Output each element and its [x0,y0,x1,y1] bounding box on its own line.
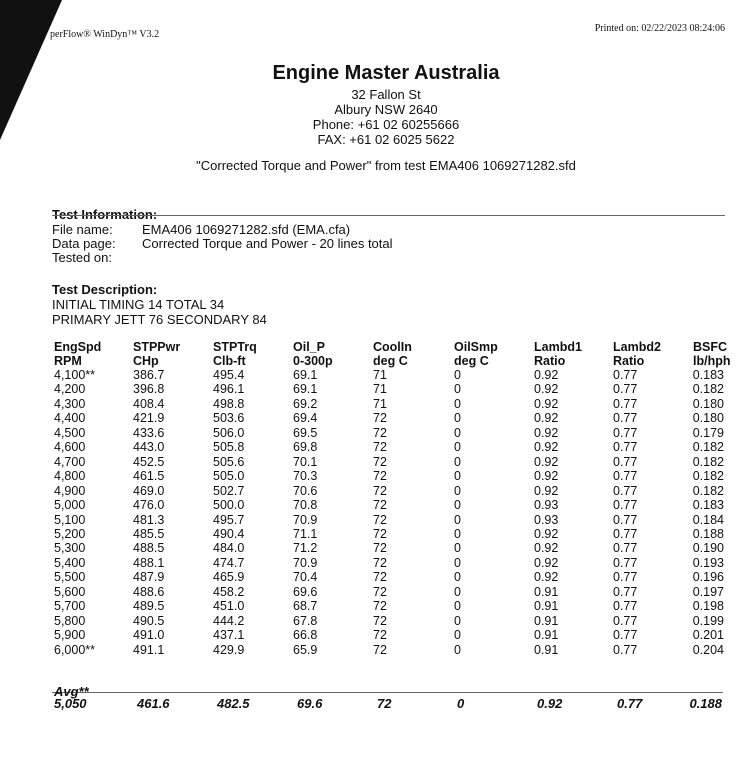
table-cell: 0.91 [534,642,559,657]
table-cell: 505.8 [213,440,245,455]
column-header [613,340,661,368]
table-cell: 0.193 [692,555,724,570]
column-header [454,340,498,368]
table-cell: 5,500 [54,570,86,585]
table-cell: 70.1 [293,454,318,469]
table-cell: 4,100** [54,368,96,382]
table-cell: 0.91 [534,613,559,628]
average-cell: 0 [457,696,465,711]
info-label: Data page: [52,236,116,251]
info-row-tested-on [52,251,142,265]
table-cell: 72 [373,584,387,599]
table-cell: 490.4 [213,526,245,541]
table-cell: 443.0 [133,440,165,455]
table-cell: 481.3 [133,512,165,527]
table-cell: 0.77 [613,526,638,541]
table-cell: 0.77 [613,483,638,498]
column-header-line2: Ratio [534,354,566,368]
table-cell: 0.77 [613,555,638,570]
table-cell: 0.180 [692,411,724,426]
table-cell: 5,700 [54,599,86,614]
table-cell: 451.0 [213,599,245,614]
table-cell: 0 [454,396,461,411]
table-cell: 69.8 [293,440,318,455]
table-cell: 489.5 [133,599,165,614]
table-cell: 0.91 [534,584,559,599]
table-cell: 72 [373,642,387,657]
table-cell: 0.92 [534,526,559,541]
column-header-line2: deg C [454,354,489,368]
table-cell: 71 [373,368,387,382]
table-cell: 70.8 [293,498,318,513]
column-header [693,340,731,368]
table-cell: 72 [373,454,387,469]
table-cell: 437.1 [213,628,245,643]
table-cell: 0.93 [534,498,559,513]
table-cell: 0.92 [534,454,559,469]
table-cell: 0.92 [534,469,559,484]
column-header-line1: STPTrq [213,340,257,354]
table-cell: 69.4 [293,411,318,426]
table-cell: 0.92 [534,541,559,556]
table-cell: 0.180 [692,396,724,411]
table-cell: 69.2 [293,396,318,411]
table-cell: 4,500 [54,425,86,440]
table-cell: 469.0 [133,483,165,498]
info-value: Corrected Torque and Power - 20 lines total [142,236,393,251]
table-cell: 498.8 [213,396,245,411]
test-description-heading: Test Description: [52,282,158,297]
table-cell: 0.204 [692,642,724,657]
report-title: "Corrected Torque and Power" from test EMA406 1069271282.sfd [196,158,576,173]
table-cell: 0.92 [534,440,559,455]
table-cell: 0 [454,555,461,570]
table-cell: 488.6 [133,584,165,599]
table-cell: 433.6 [133,425,165,440]
table-cell: 71 [373,396,387,411]
table-cell: 0 [454,584,461,599]
table-cell: 386.7 [133,368,165,382]
table-cell: 69.5 [293,425,318,440]
column-header-line1: Oil_P [293,340,325,354]
average-cell: 482.5 [217,696,250,711]
column-header-line2: deg C [373,354,408,368]
table-cell: 72 [373,411,387,426]
table-cell: 484.0 [213,541,245,556]
table-cell: 0.77 [613,454,638,469]
table-cell: 0.91 [534,599,559,614]
table-cell: 68.7 [293,599,318,614]
table-cell: 65.9 [293,642,318,657]
company-street: 32 Fallon St [351,87,421,102]
table-cell: 4,900 [54,483,86,498]
column-header-line2: Ratio [613,354,645,368]
table-cell: 0.182 [692,469,724,484]
table-cell: 488.5 [133,541,165,556]
table-cell: 0 [454,642,461,657]
printed-on: Printed on: 02/22/2023 08:24:06 [594,23,725,34]
table-cell: 0 [454,541,461,556]
table-cell: 0 [454,469,461,484]
table-cell: 0.182 [692,440,724,455]
table-cell: 0.77 [613,570,638,585]
table-cell: 0 [454,599,461,614]
table-cell: 5,900 [54,628,86,643]
table-cell: 429.9 [213,642,245,657]
table-cell: 5,800 [54,613,86,628]
table-cell: 0 [454,526,461,541]
table-cell: 0 [454,613,461,628]
average-rule [52,692,723,693]
table-cell: 0.92 [534,425,559,440]
column-header-line2: RPM [54,354,82,368]
table-cell: 0.182 [692,382,724,397]
column-header [534,340,582,368]
table-cell: 0 [454,512,461,527]
table-cell: 0.91 [534,628,559,643]
table-cell: 72 [373,469,387,484]
table-cell: 69.1 [293,368,318,382]
table-cell: 0 [454,368,461,382]
table-cell: 0.77 [613,541,638,556]
table-cell: 0.188 [692,526,724,541]
table-cell: 5,400 [54,555,86,570]
table-cell: 0.183 [692,368,724,382]
table-cell: 0.182 [692,483,724,498]
table-cell: 0.77 [613,642,638,657]
table-cell: 0.77 [613,368,638,382]
column-header-line2: lb/hph [693,354,731,368]
table-cell: 0 [454,411,461,426]
average-cell: 0.188 [689,696,722,711]
table-cell: 71.1 [293,526,318,541]
table-cell: 0.198 [692,599,724,614]
description-line: PRIMARY JETT 76 SECONDARY 84 [52,312,267,327]
table-cell: 495.4 [213,368,245,382]
table-cell: 0 [454,498,461,513]
table-cell: 0.77 [613,584,638,599]
table-cell: 0.92 [534,368,559,382]
table-cell: 0.92 [534,411,559,426]
column-header-line1: OilSmp [454,340,498,354]
table-cell: 0.184 [692,512,724,527]
table-cell: 496.1 [213,382,245,397]
company-header [0,62,751,147]
table-cell: 488.1 [133,555,165,570]
table-cell: 0.77 [613,382,638,397]
table-cell: 4,300 [54,396,86,411]
table-cell: 72 [373,628,387,643]
table-cell: 0.77 [613,613,638,628]
table-cell: 0.77 [613,411,638,426]
table-cell: 461.5 [133,469,165,484]
table-cell: 458.2 [213,584,245,599]
table-cell: 4,700 [54,454,86,469]
table-cell: 0.196 [692,570,724,585]
table-cell: 5,600 [54,584,86,599]
table-cell: 66.8 [293,628,318,643]
table-cell: 70.9 [293,555,318,570]
table-cell: 72 [373,425,387,440]
app-version: perFlow® WinDyn™ V3.2 [50,29,160,40]
average-cell: 0.77 [617,696,643,711]
company-name: Engine Master Australia [272,62,500,84]
column-header [213,340,257,368]
column-header-line2: CHp [133,354,159,368]
table-cell: 474.7 [213,555,245,570]
table-cell: 0.77 [613,440,638,455]
table-cell: 0 [454,454,461,469]
info-row-data-page [52,237,393,251]
column-header [54,340,101,368]
table-cell: 0.197 [692,584,724,599]
table-cell: 72 [373,599,387,614]
table-cell: 70.4 [293,570,318,585]
table-cell: 72 [373,526,387,541]
column-header [293,340,333,368]
table-cell: 5,000 [54,498,86,513]
table-cell: 444.2 [213,613,245,628]
table-cell: 72 [373,613,387,628]
table-cell: 72 [373,570,387,585]
table-cell: 0.77 [613,498,638,513]
column-header [373,340,412,368]
table-cell: 5,200 [54,526,86,541]
info-label: File name: [52,222,113,237]
table-cell: 72 [373,541,387,556]
column-header-line2: Clb-ft [213,354,246,368]
table-cell: 67.8 [293,613,318,628]
column-header-line1: EngSpd [54,340,102,354]
column-header-line1: STPPwr [133,340,181,354]
company-phone: Phone: +61 02 60255666 [312,117,460,132]
column-header-line1: Lambd2 [613,340,661,354]
table-cell: 4,400 [54,411,86,426]
table-cell: 491.1 [133,642,165,657]
table-cell: 71.2 [293,541,318,556]
table-cell: 0.199 [692,613,724,628]
table-cell: 5,300 [54,541,86,556]
table-cell: 72 [373,512,387,527]
company-city: Albury NSW 2640 [334,102,438,117]
table-cell: 0.77 [613,469,638,484]
table-cell: 0.92 [534,555,559,570]
average-cell: 0.92 [537,696,563,711]
table-cell: 491.0 [133,628,165,643]
table-cell: 465.9 [213,570,245,585]
table-cell: 0 [454,440,461,455]
table-cell: 0.190 [692,541,724,556]
table-cell: 0 [454,483,461,498]
table-cell: 503.6 [213,411,245,426]
table-cell: 0.93 [534,512,559,527]
table-cell: 500.0 [213,498,245,513]
table-cell: 452.5 [133,454,165,469]
table-cell: 408.4 [133,396,165,411]
table-cell: 0.77 [613,512,638,527]
table-cell: 4,600 [54,440,86,455]
table-cell: 476.0 [133,498,165,513]
table-cell: 505.0 [213,469,245,484]
table-cell: 0.201 [692,628,724,643]
table-cell: 0 [454,425,461,440]
column-header-line1: CoolIn [373,340,412,354]
average-label: Avg** [54,684,89,699]
info-value: EMA406 1069271282.sfd (EMA.cfa) [142,222,351,237]
table-cell: 5,100 [54,512,86,527]
table-cell: 70.3 [293,469,318,484]
average-cell: 5,050 [54,696,87,711]
info-row-file-name [52,223,350,237]
table-cell: 421.9 [133,411,165,426]
table-cell: 0.182 [692,454,724,469]
table-cell: 0.183 [692,498,724,513]
table-cell: 0.77 [613,628,638,643]
table-cell: 0.92 [534,570,559,585]
table-cell: 485.5 [133,526,165,541]
description-line: INITIAL TIMING 14 TOTAL 34 [52,297,225,312]
info-label: Tested on: [52,250,112,265]
table-cell: 0 [454,382,461,397]
table-cell: 70.9 [293,512,318,527]
table-cell: 502.7 [213,483,245,498]
table-cell: 4,800 [54,469,86,484]
average-cell: 72 [377,696,392,711]
column-header-line2: 0-300p [293,354,333,368]
section-rule [52,215,725,216]
table-cell: 0.77 [613,396,638,411]
table-cell: 72 [373,440,387,455]
table-cell: 0.92 [534,382,559,397]
table-cell: 0 [454,628,461,643]
table-cell: 0.77 [613,599,638,614]
table-cell: 495.7 [213,512,245,527]
table-cell: 490.5 [133,613,165,628]
average-cell: 461.6 [137,696,170,711]
table-cell: 506.0 [213,425,245,440]
table-cell: 0.179 [692,425,724,440]
column-header [133,340,180,368]
table-cell: 69.6 [293,584,318,599]
table-cell: 72 [373,498,387,513]
table-cell: 4,200 [54,382,86,397]
table-cell: 0 [454,570,461,585]
test-information-heading: Test Information: [52,207,158,222]
table-cell: 70.6 [293,483,318,498]
table-cell: 505.6 [213,454,245,469]
table-cell: 0.77 [613,425,638,440]
table-cell: 396.8 [133,382,165,397]
table-cell: 72 [373,555,387,570]
table-cell: 6,000** [54,642,96,657]
average-cell: 69.6 [297,696,323,711]
table-cell: 72 [373,483,387,498]
table-cell: 71 [373,382,387,397]
table-cell: 69.1 [293,382,318,397]
column-header-line1: BSFC [693,340,728,354]
table-cell: 487.9 [133,570,165,585]
table-cell: 0.92 [534,396,559,411]
company-fax: FAX: +61 02 6025 5622 [317,132,455,147]
table-cell: 0.92 [534,483,559,498]
column-header-line1: Lambd1 [534,340,582,354]
